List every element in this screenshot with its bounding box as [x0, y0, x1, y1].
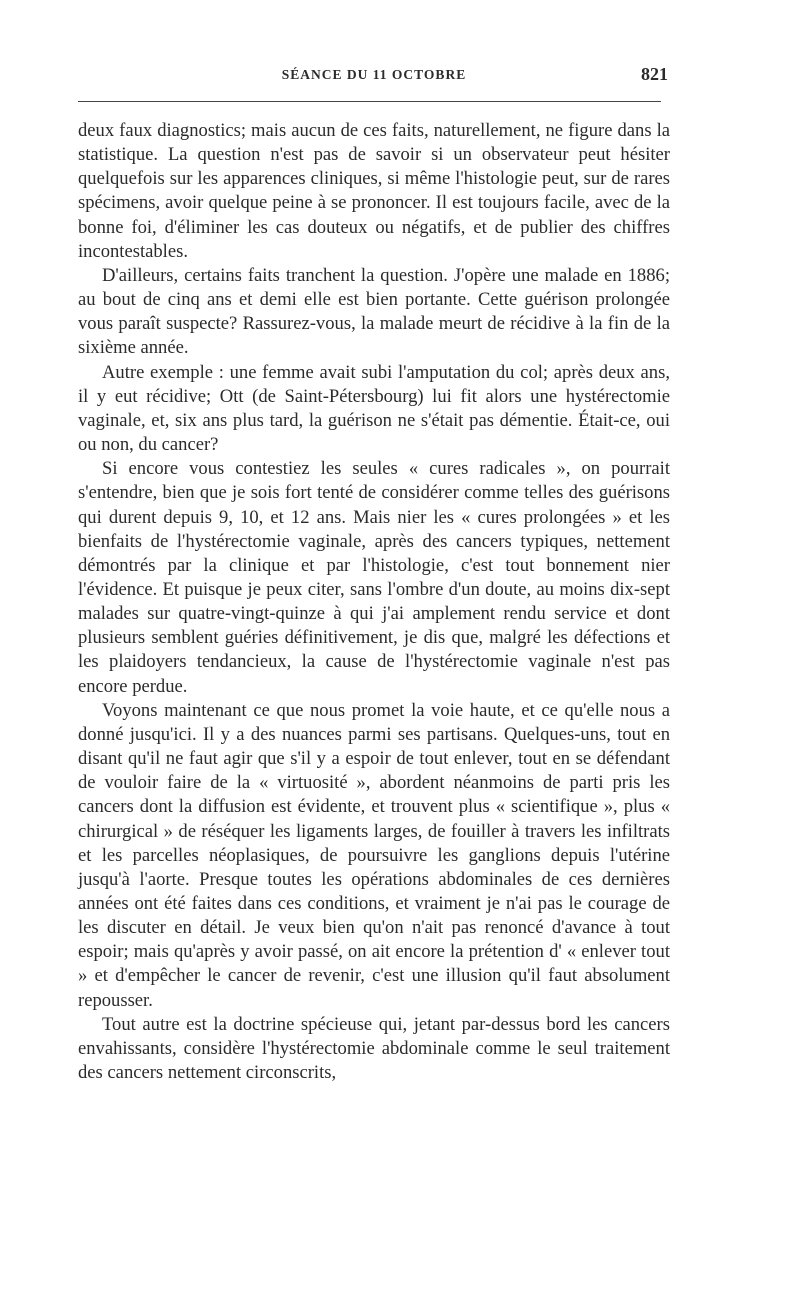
running-head: [78, 64, 670, 88]
paragraph: D'ailleurs, certains faits tranchent la question. J'opère une malade en 1886; au bout de cinq ans et demi elle est bien portante. Cette guérison prolongée vous paraît suspecte? Rassurez-vous, la malade meurt de récidive à la fin de la sixième année.: [78, 264, 670, 359]
paragraph: deux faux diagnostics; mais aucun de ces faits, naturellement, ne figure dans la statistique. La question n'est pas de savoir si un observateur peut hésiter quelquefois sur les apparences cliniques, si même l'histologie peut, sur de rares spécimens, avoir quelque peine à se prononcer. Il est toujours facile, avec de la bonne foi, d'éliminer les cas douteux ou négatifs, et de publier des chiffres incontestables.: [78, 120, 670, 262]
page: [78, 0, 670, 1309]
header-rule: [78, 101, 661, 102]
body-text: [78, 119, 670, 1085]
paragraph: Si encore vous contestiez les seules « cures radicales », on pourrait s'entendre, bien que je sois fort tenté de considérer comme telles des guérisons qui durent depuis 9, 10, et 12 ans. Mais nier les « cures prolongées » et les bienfaits de l'hystérectomie vaginale, après des cancers typiques, nettement démontrés par la clinique et par l'histologie, c'est tout bonnement nier l'évidence. Et puisque je peux citer, sans l'ombre d'un doute, au moins dix-sept malades sur quatre-vingt-quinze à qui j'ai amplement rendu service et dont plusieurs semblent guéries définitivement, je dis que, malgré les défections et les plaidoyers tendancieux, la cause de l'hystérectomie vaginale n'est pas encore perdue.: [78, 458, 670, 697]
paragraph: Autre exemple : une femme avait subi l'amputation du col; après deux ans, il y eut récidive; Ott (de Saint-Pétersbourg) lui fit alors une hystérectomie vaginale, et, six ans plus tard, la guérison ne s'était pas démentie. Était-ce, oui ou non, du cancer?: [78, 361, 670, 456]
paragraph: Voyons maintenant ce que nous promet la voie haute, et ce qu'elle nous a donné jusqu'ici. Il y a des nuances parmi ses partisans. Quelques-uns, tout en disant qu'il ne faut agir que s'il y a espoir de tout enlever, tout en se défendant de vouloir faire de la « virtuosité », abordent néanmoins de parti pris les cancers dont la diffusion est évidente, et trouvent plus « scientifique », plus « chirurgical » de réséquer les ligaments larges, de fouiller à travers les infiltrats et les parcelles néoplasiques, de poursuivre les ganglions depuis l'utérine jusqu'à l'aorte. Presque toutes les opérations abdominales de ces dernières années ont été faites dans ces conditions, et vraiment je n'ai pas le courage de les discuter en détail. Je veux bien qu'on n'ait pas renoncé d'avance à tout espoir; mais qu'après y avoir passé, on ait encore la prétention d' « enlever tout » et d'empêcher le cancer de revenir, c'est une illusion qu'il faut absolument repousser.: [78, 699, 670, 1011]
paragraph: Tout autre est la doctrine spécieuse qui, jetant par-dessus bord les cancers envahissants, considère l'hystérectomie abdominale comme le seul traitement des cancers nettement circonscrits,: [78, 1013, 670, 1084]
page-number: 821: [641, 64, 668, 84]
running-title: SÉANCE DU 11 OCTOBRE: [281, 67, 467, 82]
